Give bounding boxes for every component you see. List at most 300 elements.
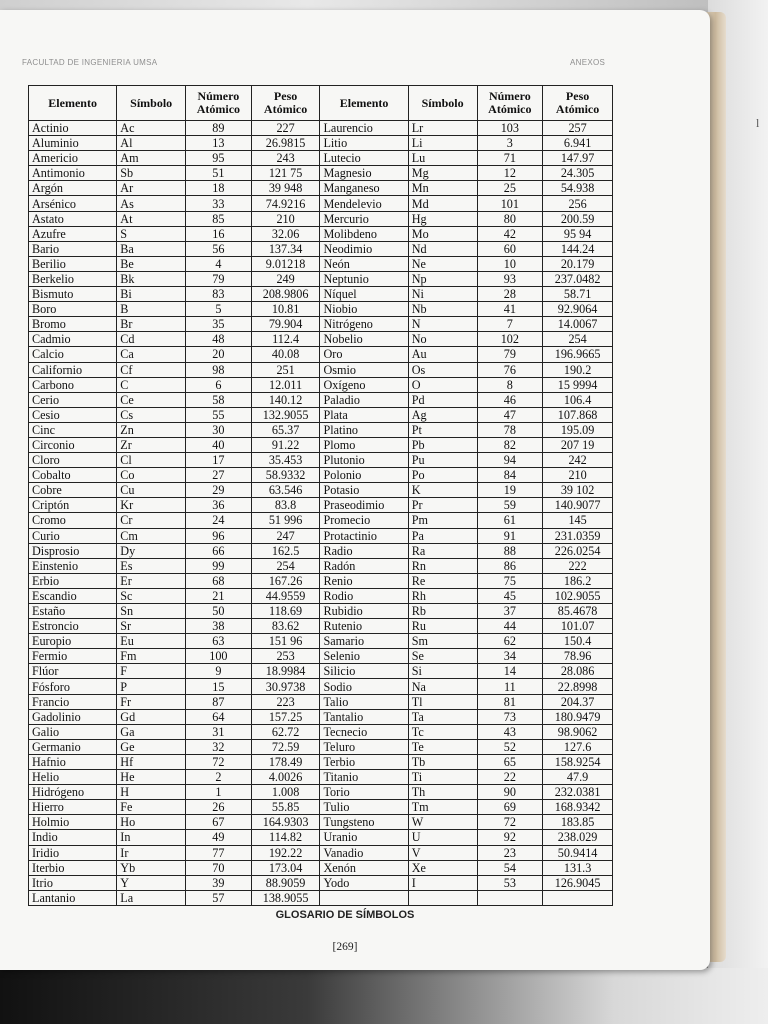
table-cell: Cesio [29, 407, 117, 422]
table-cell: Disprosio [29, 543, 117, 558]
table-cell: Eu [117, 634, 186, 649]
table-cell: 167.26 [251, 573, 320, 588]
table-cell: Hierro [29, 800, 117, 815]
table-cell: Yodo [320, 875, 408, 890]
table-cell: Mo [408, 226, 477, 241]
table-row [29, 634, 613, 649]
table-caption: GLOSARIO DE SÍMBOLOS [275, 909, 415, 921]
table-cell: Cobalto [29, 468, 117, 483]
table-cell: Einstenio [29, 558, 117, 573]
table-cell: 208.9806 [251, 287, 320, 302]
table-cell: Es [117, 558, 186, 573]
table-cell: 37 [477, 604, 543, 619]
table-cell: In [117, 830, 186, 845]
table-cell: 168.9342 [543, 800, 613, 815]
table-cell: Nb [408, 302, 477, 317]
table-cell: Rb [408, 604, 477, 619]
table-cell: Bismuto [29, 287, 117, 302]
table-cell: 103 [477, 121, 543, 136]
table-cell: 10.81 [251, 302, 320, 317]
table-cell: 4.0026 [251, 770, 320, 785]
table-header-row [29, 86, 613, 121]
table-cell: S [117, 226, 186, 241]
table-cell: 92.9064 [543, 302, 613, 317]
table-cell: Hidrógeno [29, 785, 117, 800]
table-cell: 162.5 [251, 543, 320, 558]
table-row [29, 332, 613, 347]
table-row [29, 211, 613, 226]
table-cell: Zr [117, 437, 186, 452]
table-cell: 72 [186, 754, 252, 769]
table-cell: 18.9984 [251, 664, 320, 679]
table-cell: 98.9062 [543, 724, 613, 739]
table-cell: 30.9738 [251, 679, 320, 694]
table-cell: Th [408, 785, 477, 800]
table-cell: Ga [117, 724, 186, 739]
table-cell: Aluminio [29, 136, 117, 151]
table-cell: 72.59 [251, 739, 320, 754]
table-cell: 14.0067 [543, 317, 613, 332]
table-cell: 10 [477, 256, 543, 271]
table-cell: 196.9665 [543, 347, 613, 362]
table-cell: Hf [117, 754, 186, 769]
table-cell: Niobio [320, 302, 408, 317]
table-cell: Plata [320, 407, 408, 422]
table-row [29, 271, 613, 286]
table-cell: Bromo [29, 317, 117, 332]
table-cell: 73 [477, 709, 543, 724]
table-cell: 99 [186, 558, 252, 573]
table-row [29, 347, 613, 362]
table-cell: P [117, 679, 186, 694]
table-row [29, 588, 613, 603]
table-cell: 164.9303 [251, 815, 320, 830]
table-cell: 20.179 [543, 256, 613, 271]
table-cell: 101.07 [543, 619, 613, 634]
table-cell: 16 [186, 226, 252, 241]
table-row [29, 845, 613, 860]
table-cell: 13 [186, 136, 252, 151]
table-cell: Sb [117, 166, 186, 181]
table-row [29, 317, 613, 332]
table-cell: Tc [408, 724, 477, 739]
table-cell: 70 [186, 860, 252, 875]
table-cell: O [408, 377, 477, 392]
table-cell: 31 [186, 724, 252, 739]
table-cell: Na [408, 679, 477, 694]
table-cell: Lr [408, 121, 477, 136]
table-cell: 47.9 [543, 770, 613, 785]
table-cell: 81 [477, 694, 543, 709]
table-cell: Lu [408, 151, 477, 166]
table-cell: Uranio [320, 830, 408, 845]
table-cell: Promecio [320, 513, 408, 528]
table-cell: Fm [117, 649, 186, 664]
table-cell: Cr [117, 513, 186, 528]
table-cell: At [117, 211, 186, 226]
table-cell: 8 [477, 377, 543, 392]
table-row [29, 739, 613, 754]
running-header-left: FACULTAD DE INGENIERIA UMSA [22, 58, 158, 67]
table-cell: 58 [186, 392, 252, 407]
table-cell: 9 [186, 664, 252, 679]
table-cell: 6 [186, 377, 252, 392]
table-row [29, 543, 613, 558]
table-cell: Sodio [320, 679, 408, 694]
table-cell: Br [117, 317, 186, 332]
table-cell: 66 [186, 543, 252, 558]
table-cell: Cromo [29, 513, 117, 528]
table-cell: 82 [477, 437, 543, 452]
table-row [29, 407, 613, 422]
table-cell: 101 [477, 196, 543, 211]
table-cell: Oro [320, 347, 408, 362]
table-cell: La [117, 890, 186, 905]
table-cell: 102.9055 [543, 588, 613, 603]
table-cell: 127.6 [543, 739, 613, 754]
table-cell: 190.2 [543, 362, 613, 377]
table-cell: Renio [320, 573, 408, 588]
table-cell: 183.85 [543, 815, 613, 830]
table-cell: C [117, 377, 186, 392]
table-cell: Nobelio [320, 332, 408, 347]
table-cell: 50 [186, 604, 252, 619]
table-cell: Ar [117, 181, 186, 196]
table-cell: 57 [186, 890, 252, 905]
table-row [29, 256, 613, 271]
table-cell: 223 [251, 694, 320, 709]
table-cell: Helio [29, 770, 117, 785]
table-cell: Po [408, 468, 477, 483]
table-cell: Ag [408, 407, 477, 422]
table-cell: Neptunio [320, 271, 408, 286]
table-cell: 90 [477, 785, 543, 800]
table-row [29, 800, 613, 815]
table-cell: Flúor [29, 664, 117, 679]
table-cell: 140.9077 [543, 498, 613, 513]
table-cell: 60 [477, 241, 543, 256]
table-cell: 257 [543, 121, 613, 136]
table-cell: 3 [477, 136, 543, 151]
table-cell: Pr [408, 498, 477, 513]
table-row [29, 830, 613, 845]
table-cell: Mn [408, 181, 477, 196]
table-cell: Indio [29, 830, 117, 845]
table-row [29, 437, 613, 452]
table-cell: 1.008 [251, 785, 320, 800]
table-cell: Molibdeno [320, 226, 408, 241]
table-cell: 78 [477, 422, 543, 437]
table-cell: Nd [408, 241, 477, 256]
table-cell: 94 [477, 453, 543, 468]
table-row [29, 528, 613, 543]
table-cell: 84 [477, 468, 543, 483]
table-cell: 63 [186, 634, 252, 649]
table-cell: 62 [477, 634, 543, 649]
table-cell: 69 [477, 800, 543, 815]
table-cell: 7 [477, 317, 543, 332]
table-cell: 226.0254 [543, 543, 613, 558]
table-cell: Be [117, 256, 186, 271]
table-cell: Estroncio [29, 619, 117, 634]
table-cell: Rh [408, 588, 477, 603]
table-cell: 256 [543, 196, 613, 211]
table-cell: Samario [320, 634, 408, 649]
table-cell: Ac [117, 121, 186, 136]
column-header: Número Atómico [186, 86, 252, 121]
table-cell: Mendelevio [320, 196, 408, 211]
table-cell: 93 [477, 271, 543, 286]
table-cell: Ru [408, 619, 477, 634]
table-cell: Co [117, 468, 186, 483]
table-row [29, 422, 613, 437]
table-cell: Polonio [320, 468, 408, 483]
table-cell: 44 [477, 619, 543, 634]
table-cell: Oxígeno [320, 377, 408, 392]
table-cell: 24 [186, 513, 252, 528]
table-cell: Laurencio [320, 121, 408, 136]
table-cell: Erbio [29, 573, 117, 588]
table-cell: 118.69 [251, 604, 320, 619]
table-cell [543, 890, 613, 905]
table-cell: 35.453 [251, 453, 320, 468]
table-cell: 1 [186, 785, 252, 800]
table-cell: 254 [543, 332, 613, 347]
table-cell: Cobre [29, 483, 117, 498]
table-cell: 238.029 [543, 830, 613, 845]
table-cell: Ne [408, 256, 477, 271]
table-row [29, 513, 613, 528]
table-row [29, 694, 613, 709]
table-cell: Fe [117, 800, 186, 815]
table-cell: Carbono [29, 377, 117, 392]
table-cell: Holmio [29, 815, 117, 830]
table-cell: Kr [117, 498, 186, 513]
table-cell: Terbio [320, 754, 408, 769]
table-cell: 46 [477, 392, 543, 407]
table-cell: Astato [29, 211, 117, 226]
table-cell: 145 [543, 513, 613, 528]
table-cell: 12.011 [251, 377, 320, 392]
table-cell: 140.12 [251, 392, 320, 407]
table-cell: U [408, 830, 477, 845]
table-cell: 27 [186, 468, 252, 483]
table-cell: 121 75 [251, 166, 320, 181]
table-cell: Md [408, 196, 477, 211]
table-row [29, 573, 613, 588]
document-page [0, 10, 710, 970]
table-cell: Fermio [29, 649, 117, 664]
table-cell: V [408, 845, 477, 860]
table-cell: N [408, 317, 477, 332]
table-cell: Hg [408, 211, 477, 226]
table-cell: 83 [186, 287, 252, 302]
table-cell: 77 [186, 845, 252, 860]
table-cell: Bi [117, 287, 186, 302]
table-body [29, 121, 613, 906]
table-row [29, 709, 613, 724]
table-cell: 51 996 [251, 513, 320, 528]
table-cell: Europio [29, 634, 117, 649]
table-cell: 33 [186, 196, 252, 211]
table-row [29, 181, 613, 196]
table-row [29, 196, 613, 211]
table-row [29, 166, 613, 181]
table-cell: 59 [477, 498, 543, 513]
table-cell: Tungsteno [320, 815, 408, 830]
table-cell: 51 [186, 166, 252, 181]
table-cell: Magnesio [320, 166, 408, 181]
table-cell: Mercurio [320, 211, 408, 226]
table-cell: Criptón [29, 498, 117, 513]
table-cell: 26 [186, 800, 252, 815]
table-cell: 63.546 [251, 483, 320, 498]
table-row [29, 377, 613, 392]
table-row [29, 453, 613, 468]
table-cell: 5 [186, 302, 252, 317]
table-cell: 85.4678 [543, 604, 613, 619]
table-cell: 107.868 [543, 407, 613, 422]
table-cell: 79 [477, 347, 543, 362]
table-cell: 210 [543, 468, 613, 483]
table-cell: 87 [186, 694, 252, 709]
table-cell: Pt [408, 422, 477, 437]
table-cell: Itrio [29, 875, 117, 890]
table-cell: Li [408, 136, 477, 151]
table-cell: Cloro [29, 453, 117, 468]
table-cell: Tecnecio [320, 724, 408, 739]
table-cell: 138.9055 [251, 890, 320, 905]
column-header: Símbolo [408, 86, 477, 121]
table-cell: Actinio [29, 121, 117, 136]
table-cell: 96 [186, 528, 252, 543]
table-cell: Radio [320, 543, 408, 558]
table-cell: 79 [186, 271, 252, 286]
table-cell: 147.97 [543, 151, 613, 166]
table-cell: Estaño [29, 604, 117, 619]
table-cell [408, 890, 477, 905]
table-cell: Tulio [320, 800, 408, 815]
table-cell: 254 [251, 558, 320, 573]
table-cell: Ti [408, 770, 477, 785]
table-cell: 39 102 [543, 483, 613, 498]
table-cell: Cd [117, 332, 186, 347]
table-cell: 151 96 [251, 634, 320, 649]
table-cell: 62.72 [251, 724, 320, 739]
table-cell: Tb [408, 754, 477, 769]
table-cell: Neón [320, 256, 408, 271]
table-row [29, 151, 613, 166]
table-cell: H [117, 785, 186, 800]
table-cell: Er [117, 573, 186, 588]
scan-background-bottom [0, 968, 768, 1024]
table-row [29, 815, 613, 830]
table-cell: 227 [251, 121, 320, 136]
table-cell: 12 [477, 166, 543, 181]
table-cell: 24.305 [543, 166, 613, 181]
table-cell: Cadmio [29, 332, 117, 347]
table-cell: Vanadio [320, 845, 408, 860]
table-cell: 11 [477, 679, 543, 694]
table-row [29, 302, 613, 317]
table-cell: Cl [117, 453, 186, 468]
table-cell: Argón [29, 181, 117, 196]
table-row [29, 664, 613, 679]
table-cell: 20 [186, 347, 252, 362]
table-cell: Ge [117, 739, 186, 754]
table-cell: 243 [251, 151, 320, 166]
column-header: Peso Atómico [251, 86, 320, 121]
table-cell: Cerio [29, 392, 117, 407]
table-row [29, 362, 613, 377]
table-row [29, 619, 613, 634]
table-cell: 54.938 [543, 181, 613, 196]
table-cell: 9.01218 [251, 256, 320, 271]
table-cell: 222 [543, 558, 613, 573]
table-row [29, 604, 613, 619]
table-row [29, 498, 613, 513]
table-cell: Curio [29, 528, 117, 543]
table-cell: 207 19 [543, 437, 613, 452]
table-cell: 39 948 [251, 181, 320, 196]
table-cell: Praseodimio [320, 498, 408, 513]
table-cell: 75 [477, 573, 543, 588]
table-cell: 58.9332 [251, 468, 320, 483]
table-cell: 137.34 [251, 241, 320, 256]
table-cell: Berilio [29, 256, 117, 271]
table-cell: 47 [477, 407, 543, 422]
table-row [29, 785, 613, 800]
table-cell: 80 [477, 211, 543, 226]
table-row [29, 241, 613, 256]
table-cell: As [117, 196, 186, 211]
table-cell: Calcio [29, 347, 117, 362]
table-cell: 15 9994 [543, 377, 613, 392]
table-row [29, 770, 613, 785]
table-cell: Gd [117, 709, 186, 724]
table-cell: 79.904 [251, 317, 320, 332]
table-cell: 158.9254 [543, 754, 613, 769]
table-cell: Iridio [29, 845, 117, 860]
table-cell: 58.71 [543, 287, 613, 302]
table-cell: Sc [117, 588, 186, 603]
table-cell: Cu [117, 483, 186, 498]
table-cell: 28.086 [543, 664, 613, 679]
table-cell: 114.82 [251, 830, 320, 845]
table-cell: Pa [408, 528, 477, 543]
table-cell: Pb [408, 437, 477, 452]
table-cell: 30 [186, 422, 252, 437]
table-cell: Arsénico [29, 196, 117, 211]
table-cell: Os [408, 362, 477, 377]
table-cell: Mg [408, 166, 477, 181]
column-header: Número Atómico [477, 86, 543, 121]
table-cell: Te [408, 739, 477, 754]
table-cell: W [408, 815, 477, 830]
table-cell: 180.9479 [543, 709, 613, 724]
table-cell: Sr [117, 619, 186, 634]
table-cell: Ba [117, 241, 186, 256]
table-cell: He [117, 770, 186, 785]
table-cell: Selenio [320, 649, 408, 664]
table-cell: Neodimio [320, 241, 408, 256]
table-cell: Fósforo [29, 679, 117, 694]
table-cell: 42 [477, 226, 543, 241]
table-cell: 92 [477, 830, 543, 845]
table-cell: Ta [408, 709, 477, 724]
table-cell: Zn [117, 422, 186, 437]
table-cell: Cs [117, 407, 186, 422]
